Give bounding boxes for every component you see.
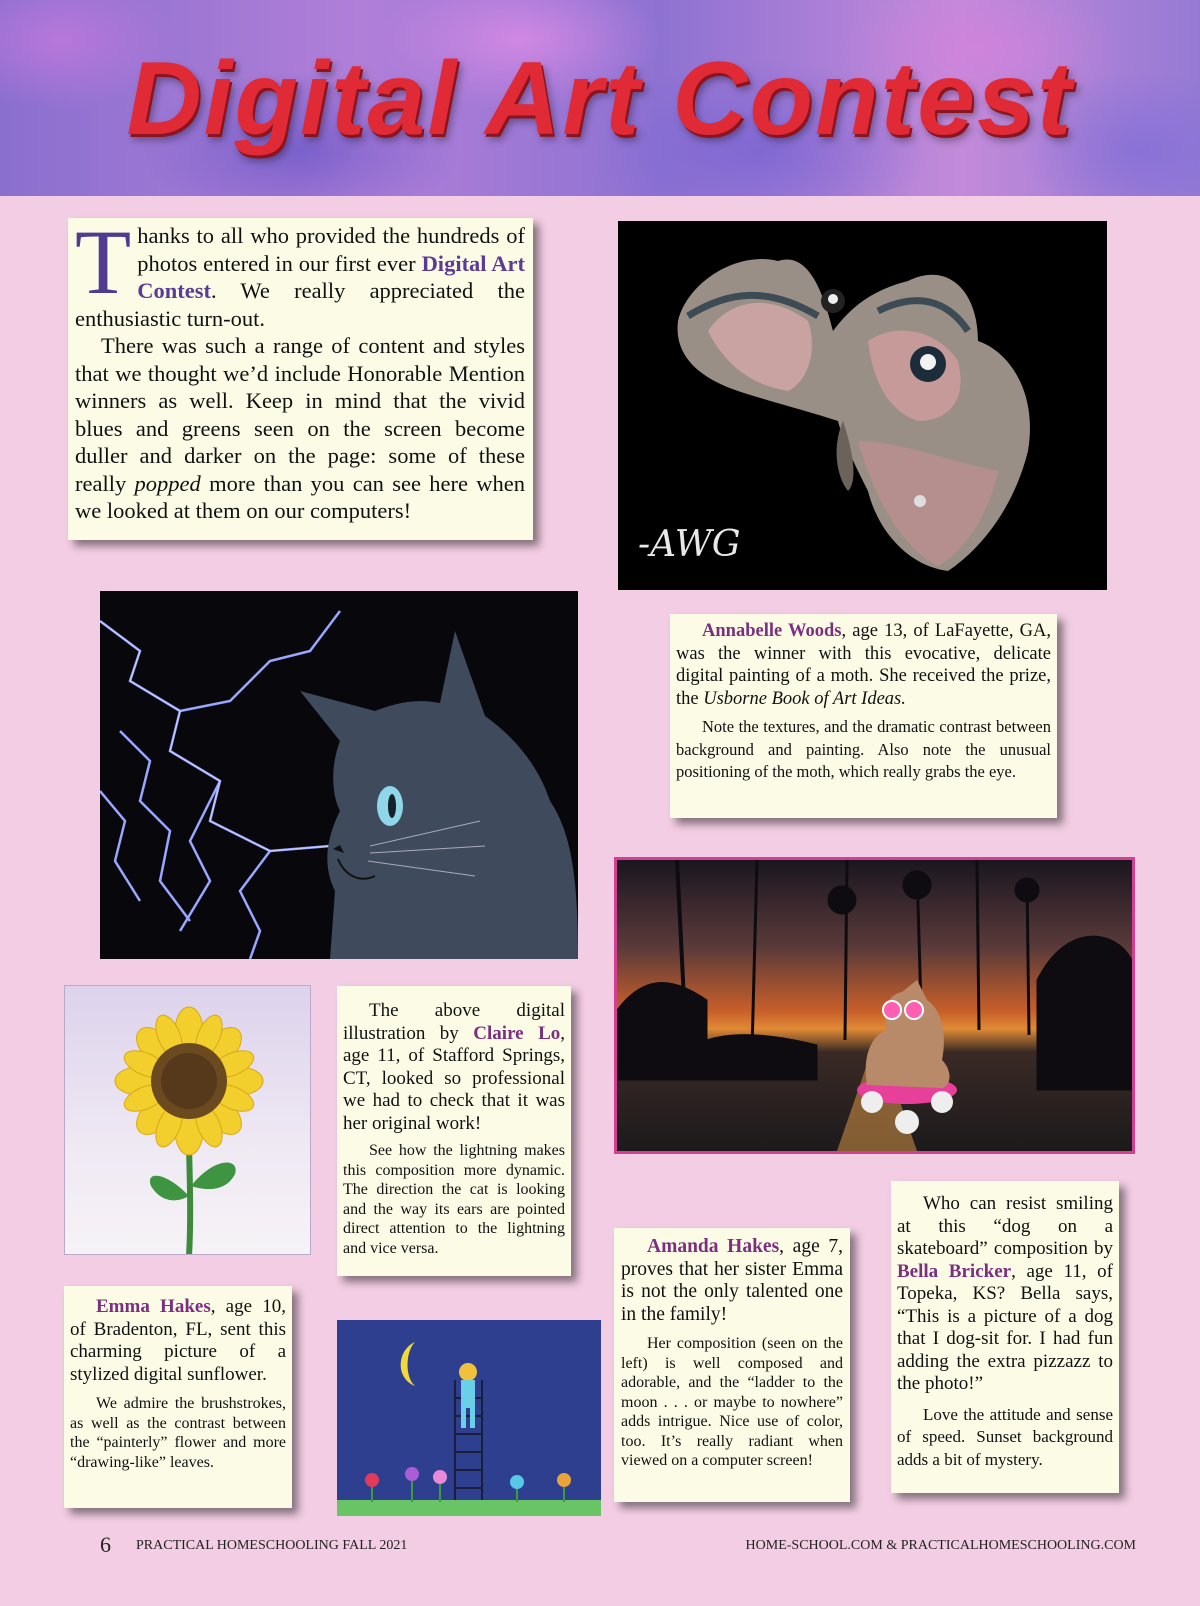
sunflower-caption-paragraph-2: We admire the brushstrokes, as well as the contrast between the “painterly” flower and more “drawing-like” leaves.	[70, 1395, 286, 1471]
ladder-caption-box	[614, 1228, 850, 1502]
artist-name: Claire Lo	[473, 1022, 561, 1044]
publication-name: PRACTICAL HOMESCHOOLING FALL 2021	[136, 1538, 408, 1553]
intro-paragraph-2: There was such a range of content and styles that we thought we’d include Honorable Mention winners as well. Keep in mind that the vivid blues and greens seen on the screen become duller and darker on the page: some of these really popped more than you can see here when we looked at them on our computers!	[75, 333, 526, 523]
moth-artwork	[618, 221, 1107, 590]
cat-caption-paragraph-2: See how the lightning makes this composition more dynamic. The direction the cat is looking and the way its ears are pointed direct attention to the lightning and vice versa.	[343, 1142, 565, 1257]
girl	[459, 1363, 477, 1381]
moth-caption-paragraph-2: Note the textures, and the dramatic contrast between background and painting. Also note the unusual positioning of the moth, which really grabs the eye.	[676, 717, 1051, 781]
sunflower-caption-box	[64, 1286, 292, 1508]
contest-name: Digital Art Contest	[137, 250, 525, 303]
dog-scene-illustration	[617, 860, 1132, 1151]
sunflower-artwork	[64, 985, 311, 1255]
dog	[866, 980, 950, 1088]
moon	[401, 1342, 415, 1386]
sunflower-illustration	[65, 986, 311, 1255]
intro-paragraph-1: Thanks to all who provided the hundreds of photos entered in our first ever Digital Art Contest. We really appreciated the enthusiastic turn-out.	[75, 211, 525, 331]
moth-caption-box	[670, 614, 1057, 818]
sunglasses	[883, 1001, 901, 1019]
ladder-caption-paragraph-1: Amanda Hakes, age 7, proves that her sister Emma is not the only talented one in the family!	[621, 1236, 844, 1325]
cat-artwork	[100, 591, 578, 959]
dog-caption-paragraph-2: Love the attitude and sense of speed. Sunset background adds a bit of mystery.	[897, 1404, 1113, 1469]
artist-name: Bella Bricker	[897, 1260, 1012, 1282]
cat-caption-paragraph-1: The above digital illustration by Claire Lo, age 11, of Stafford Springs, CT, looked so professional we had to check that it was her original work!	[343, 1000, 566, 1134]
ladder-moon-illustration	[337, 1320, 601, 1516]
page-number: 6	[100, 1532, 111, 1557]
moth-caption-paragraph-1: Annabelle Woods, age 13, of LaFayette, GA, was the winner with this evocative, delicate digital painting of a moth. She received the prize, the Usborne Book of Art Ideas.	[676, 621, 1051, 709]
sunflower-leaf	[150, 1176, 189, 1201]
dog-skateboard-artwork	[614, 857, 1135, 1154]
grass	[337, 1500, 601, 1516]
dog-caption-paragraph-1: Who can resist smiling at this “dog on a skateboard” composition by Bella Bricker, age 11, of Topeka, KS? Bella says, “This is a picture of a dog that I dog-sit for. I had fun adding the extra pizzazz to the photo!”	[897, 1193, 1113, 1394]
page-title: Digital Art Contest	[126, 41, 1074, 157]
moth-illustration	[618, 221, 1107, 590]
sunflower-caption-paragraph-1: Emma Hakes, age 10, of Bradenton, FL, sent this charming picture of a stylized digital sunflower.	[70, 1296, 287, 1385]
header-banner	[0, 0, 1200, 196]
ladder-caption-paragraph-2: Her composition (seen on the left) is well composed and adorable, and the “ladder to the moon . . . or maybe to nowhere” adds intrigue. Nice use of color, too. It’s really radiant when viewed on a computer screen!	[621, 1335, 843, 1469]
sunflower-stem	[189, 1146, 190, 1255]
ladder-moon-artwork	[337, 1320, 601, 1516]
flowers	[365, 1467, 571, 1502]
artist-signature: -AWG	[638, 524, 741, 565]
sunflower-leaf	[191, 1163, 236, 1190]
dog-caption-box	[891, 1181, 1119, 1493]
website-url: HOME-SCHOOL.COM & PRACTICALHOMESCHOOLING.COM	[745, 1538, 1136, 1553]
drop-cap: T	[75, 211, 132, 313]
artist-name: Emma Hakes	[96, 1296, 211, 1317]
artist-name: Annabelle Woods	[702, 621, 842, 641]
intro-box	[68, 211, 533, 540]
artist-name: Amanda Hakes	[647, 1236, 780, 1257]
cat-illustration	[100, 591, 578, 959]
cat-caption-box	[337, 986, 571, 1276]
cat-silhouette	[300, 631, 578, 959]
